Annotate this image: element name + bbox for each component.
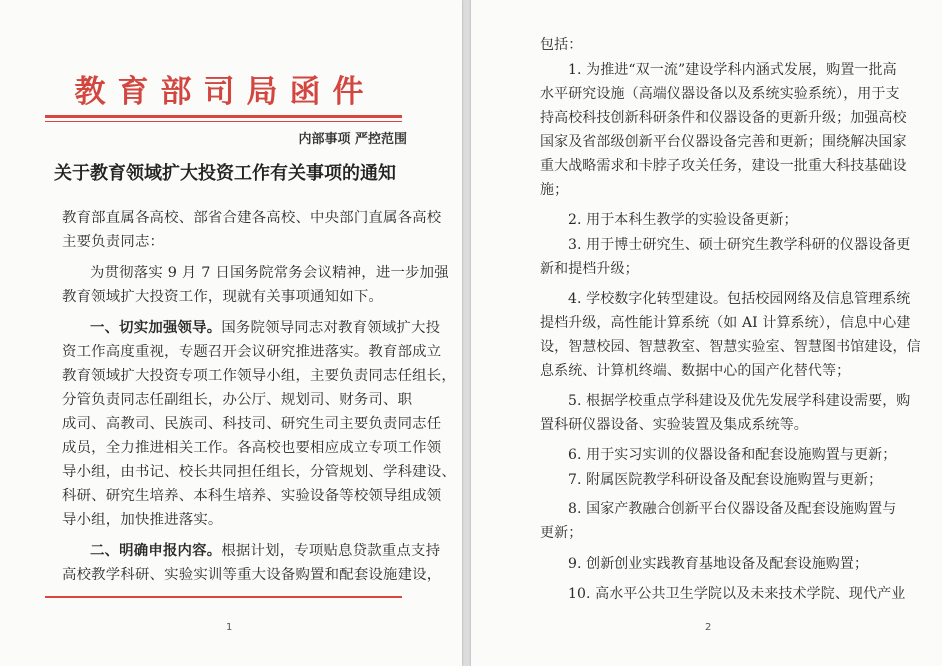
page-2-line: 5. 根据学校重点学科建设及优先发展学科建设需要，购 [568, 393, 911, 409]
page-2-line: 息系统、计算机终端、数据中心的国产化替代等； [540, 363, 851, 379]
section-1-text: 国务院领导同志对教育领域扩大投 [221, 320, 441, 336]
section-1-heading: 一、切实加强领导。 [90, 320, 222, 336]
page-2-line: 2. 用于本科生教学的实验设备更新； [568, 212, 798, 228]
section-1-line: 教育领域扩大投资专项工作领导小组，主要负责同志任组长， [62, 368, 456, 384]
page-2-line: 施； [540, 182, 569, 198]
page-2-line: 持高校科技创新科研条件和仪器设备的更新升级；加强高校 [540, 110, 907, 126]
page-2-line: 水平研究设施（高端仪器设备以及系统实验系统），用于支 [540, 86, 900, 102]
red-rule-bottom [45, 596, 402, 598]
addressee-line: 主要负责同志： [62, 234, 165, 250]
section-2-first-line [90, 539, 441, 563]
document-page-1 [0, 0, 462, 666]
page-2-line: 包括： [540, 37, 583, 53]
page-2-line: 新和提档升级； [540, 261, 639, 277]
page-2-line: 10. 高水平公共卫生学院以及未来技术学院、现代产业 [568, 586, 906, 602]
page-2-line: 1. 为推进“双一流”建设学科内涵式发展，购置一批高 [568, 62, 897, 78]
intro-line: 为贯彻落实 9 月 7 日国务院常务会议精神，进一步加强 [90, 265, 449, 281]
page-2-line: 6. 用于实习实训的仪器设备和配套设施购置与更新； [568, 447, 897, 463]
page-number: 2 [705, 622, 712, 633]
page-2-line: 重大战略需求和卡脖子攻关任务，建设一批重大科技基础设 [540, 158, 907, 174]
section-1-line: 导小组，加快推进落实。 [62, 512, 223, 528]
section-1-first-line [90, 316, 441, 340]
addressee-line: 教育部直属各高校、部省合建各高校、中央部门直属各高校 [62, 210, 442, 226]
intro-line: 教育领域扩大投资工作，现就有关事项通知如下。 [62, 289, 383, 305]
page-2-line: 8. 国家产教融合创新平台仪器设备及配套设施购置与 [568, 501, 897, 517]
page-2-line: 置科研仪器设备、实验装置及集成系统等。 [540, 417, 808, 433]
section-1-line: 分管负责同志任副组长，办公厅、规划司、财务司、职 [62, 392, 413, 408]
page-2-line: 国家及省部级创新平台仪器设备完善和更新；围绕解决国家 [540, 134, 907, 150]
page-2-line: 3. 用于博士研究生、硕士研究生教学科研的仪器设备更 [568, 237, 911, 253]
section-1-line: 成员，全力推进相关工作。各高校也要相应成立专项工作领 [62, 440, 442, 456]
page-2-line: 4. 学校数字化转型建设。包括校园网络及信息管理系统 [568, 291, 911, 307]
section-1-line: 资工作高度重视，专题召开会议研究推进落实。教育部成立 [62, 344, 442, 360]
section-1-line: 科研、研究生培养、本科生培养、实验设备等校领导组成领 [62, 488, 442, 504]
page-2-line: 更新； [540, 525, 583, 541]
page-2-line: 设，智慧校园、智慧教室、智慧实验室、智慧图书馆建设，信 [540, 339, 921, 355]
red-rule-thick [45, 115, 402, 118]
page-2-line: 提档升级，高性能计算系统（如 AI 计算系统），信息中心建 [540, 315, 911, 331]
red-rule-thin [45, 121, 402, 122]
section-1-line: 成司、高教司、民族司、科技司、研究生司主要负责同志任 [62, 416, 442, 432]
section-2-heading: 二、明确申报内容。 [90, 543, 222, 559]
section-2-line: 高校教学科研、实验实训等重大设备购置和配套设施建设， [62, 567, 442, 583]
letterhead-title: 教育部司局函件 [74, 74, 376, 110]
page-2-line: 7. 附属医院教学科研设备及配套设施购置与更新； [568, 472, 883, 488]
page-2-line: 9. 创新创业实践教育基地设备及配套设施购置； [568, 556, 869, 572]
page-number: 1 [226, 622, 233, 633]
classification-label: 内部事项 严控范围 [298, 132, 407, 147]
section-2-text: 根据计划，专项贴息贷款重点支持 [221, 543, 441, 559]
document-title: 关于教育领域扩大投资工作有关事项的通知 [54, 163, 396, 184]
section-1-line: 导小组，由书记、校长共同担任组长，分管规划、学科建设、 [62, 464, 456, 480]
